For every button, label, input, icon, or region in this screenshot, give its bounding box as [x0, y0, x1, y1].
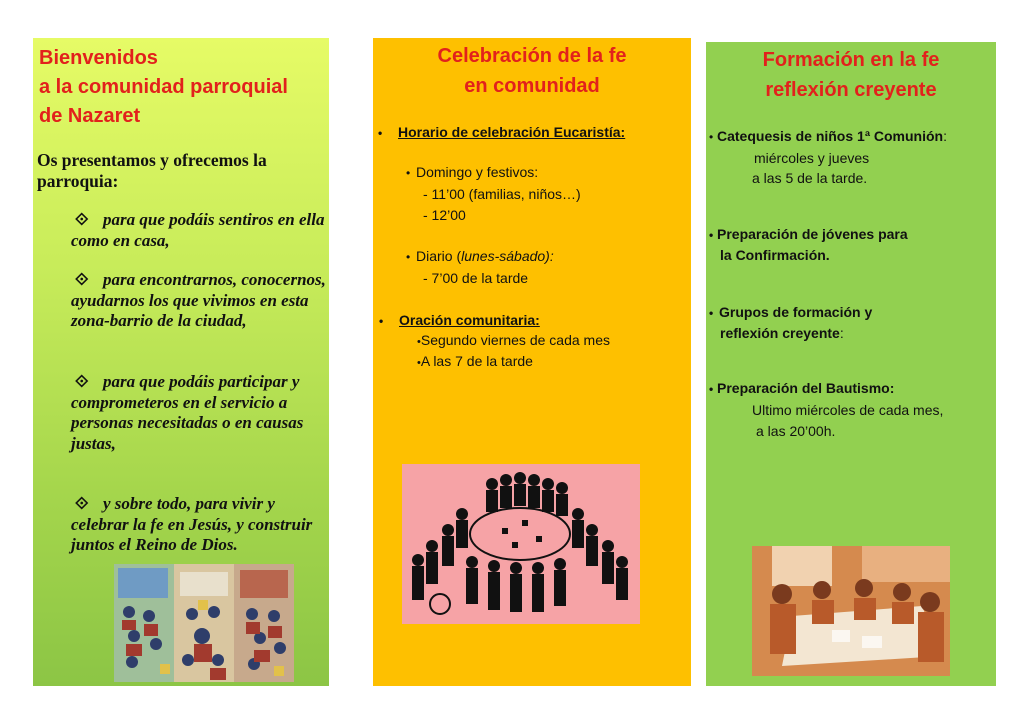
group-photo	[752, 546, 950, 676]
bullet-icon: •	[406, 250, 411, 264]
list-item: ⟐ y sobre todo, para vivir y celebrar la fe en Jesús, y construir juntos el Reino de Dios.	[71, 494, 313, 554]
bautismo-line: a las 20’00h.	[756, 423, 836, 439]
eucaristia-heading: • Horario de celebración Eucaristía:	[378, 122, 625, 143]
celebration-panel	[373, 38, 691, 686]
diamond-bullet-icon: ⟐	[75, 210, 89, 229]
confirmacion-line: • Preparación de jóvenes para	[709, 224, 908, 245]
bullet-icon: •	[709, 130, 714, 144]
diamond-bullet-icon: ⟐	[75, 270, 89, 289]
diamond-bullet-icon: ⟐	[75, 494, 89, 513]
grupos-line: • Grupos de formación y	[709, 302, 872, 323]
formation-panel	[706, 42, 996, 686]
bullet-icon: •	[709, 382, 714, 396]
domingo-time: - 12’00	[423, 207, 466, 223]
catequesis-line: a las 5 de la tarde.	[752, 170, 868, 186]
bautismo-line: Ultimo miércoles de cada mes,	[752, 402, 944, 418]
list-item: ⟐ para que podáis sentiros en ella como en casa,	[71, 210, 325, 250]
community-illustration	[402, 464, 640, 624]
bullet-icon: •	[709, 306, 714, 320]
bullet-icon: •	[709, 228, 714, 242]
oracion-heading: • Oración comunitaria:	[379, 310, 540, 331]
confirmacion-line: la Confirmación.	[720, 247, 830, 263]
formation-title: Formación en la fe reflexión creyente	[762, 49, 940, 101]
bullet-icon: •	[406, 166, 411, 180]
domingo-label: • Domingo y festivos:	[406, 162, 538, 183]
bullet-icon: •	[378, 126, 383, 140]
catequesis-line: miércoles y jueves	[754, 150, 870, 166]
diario-label: • Diario (lunes-sábado):	[406, 246, 554, 267]
oracion-line: •Segundo viernes de cada mes	[417, 332, 610, 348]
list-item: ⟐ para que podáis participar y comprometeros en el servicio a personas necesitadas o en causas justas,	[71, 372, 304, 453]
welcome-panel	[33, 38, 329, 686]
mosaic-image	[114, 564, 294, 682]
list-item: ⟐ para encontrarnos, conocernos, ayudarnos los que vivimos en esta zona-barrio de la ciudad,	[71, 270, 326, 330]
diamond-bullet-icon: ⟐	[75, 372, 89, 391]
diario-time: - 7’00 de la tarde	[423, 270, 529, 286]
oracion-line: •A las 7 de la tarde	[417, 353, 533, 369]
domingo-time: - 11’00 (familias, niños…)	[423, 186, 581, 202]
catequesis-heading: • Catequesis de niños 1ª Comunión:	[709, 126, 947, 147]
bullet-icon: •	[379, 314, 384, 328]
welcome-title: Bienvenidos a la comunidad parroquial de Nazaret	[39, 47, 288, 127]
intro-text: Os presentamos y ofrecemos la parroquia:	[37, 150, 267, 191]
celebration-title: Celebración de la fe en comunidad	[437, 45, 627, 97]
bautismo-heading: • Preparación del Bautismo:	[709, 378, 894, 399]
grupos-line: reflexión creyente:	[720, 325, 844, 341]
